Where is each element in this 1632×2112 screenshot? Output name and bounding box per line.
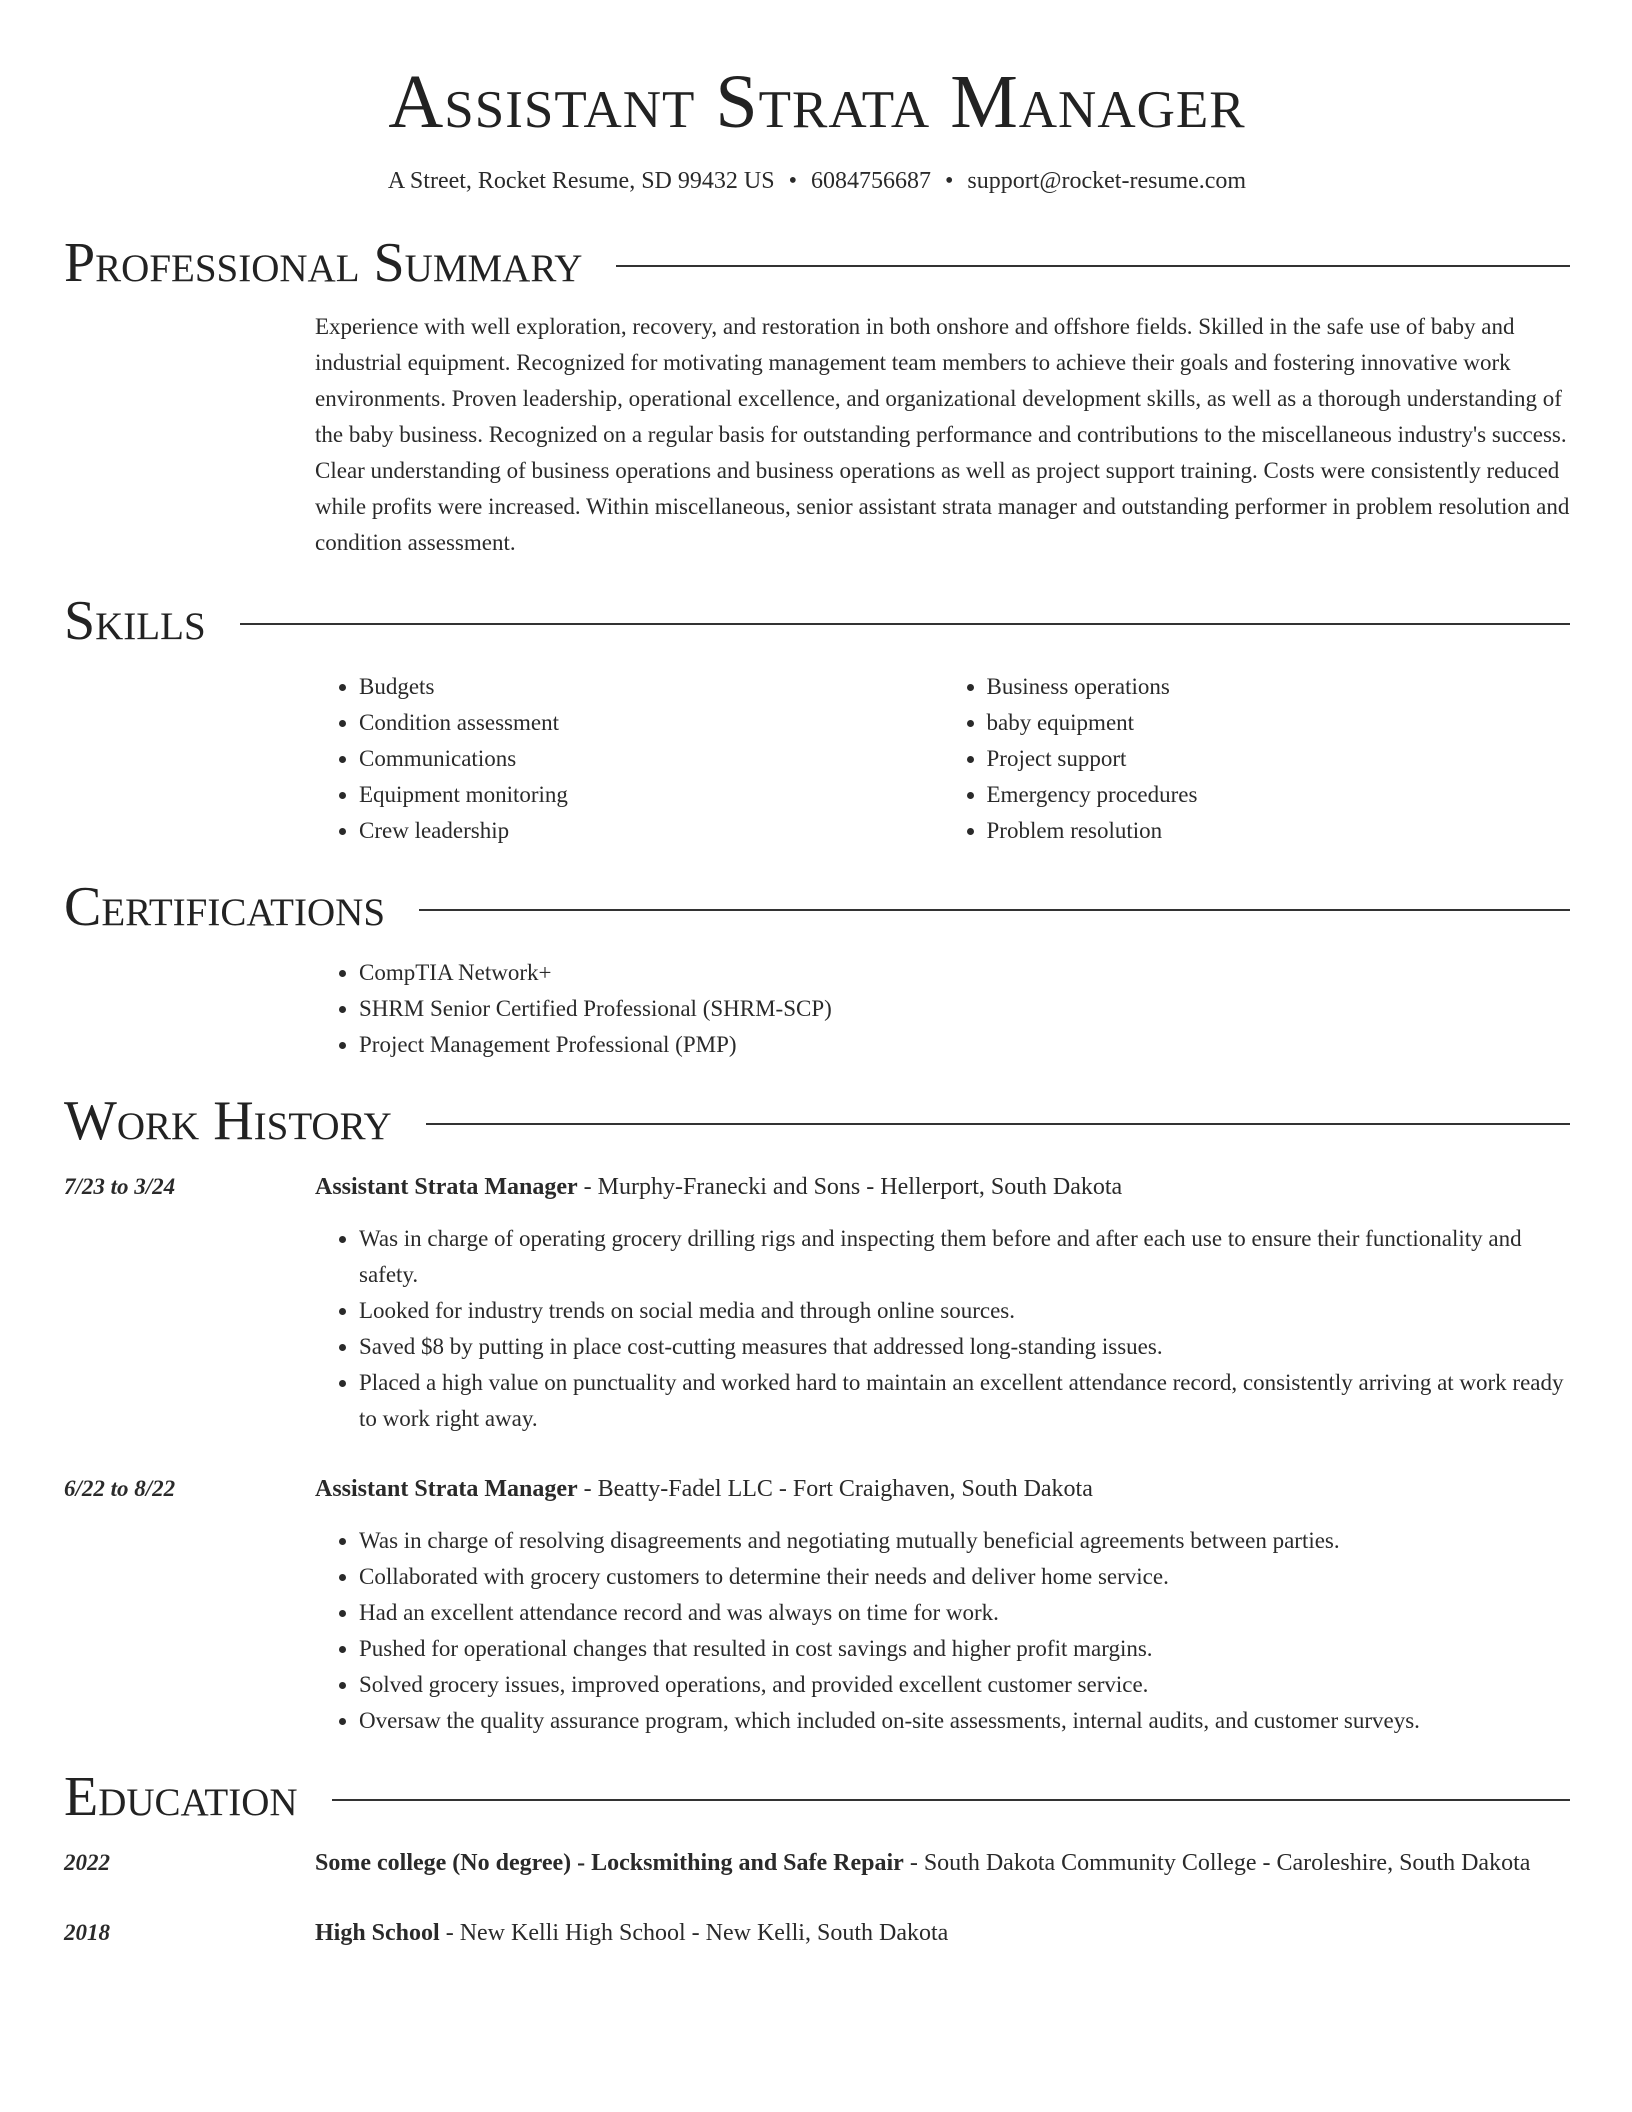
skill-item: • Crew leadership — [359, 813, 943, 849]
section-title: Certifications — [64, 876, 386, 938]
section-certifications-heading — [64, 876, 1570, 938]
work-bullet: • Was in charge of operating grocery drilling rigs and inspecting them before and after each use to ensure their functionality and safety. — [359, 1221, 1570, 1293]
skills-column-right — [943, 669, 1571, 849]
section-divider — [332, 1799, 1570, 1801]
section-title: Education — [64, 1766, 298, 1828]
work-bullet: • Was in charge of resolving disagreements and negotiating mutually beneficial agreements between parties. — [359, 1523, 1570, 1559]
skill-item: • Budgets — [359, 669, 943, 705]
work-date: 7/23 to 3/24 — [64, 1174, 176, 1199]
resume-page — [64, 0, 1570, 1953]
skills-list — [315, 669, 1570, 849]
education-date: 2018 — [64, 1920, 110, 1945]
work-bullet: • Pushed for operational changes that resulted in cost savings and higher profit margins. — [359, 1631, 1570, 1667]
section-divider — [240, 623, 1570, 625]
certification-item: • Project Management Professional (PMP) — [359, 1027, 1570, 1063]
work-bullet: • Saved $8 by putting in place cost-cutting measures that addressed long-standing issues. — [359, 1329, 1570, 1365]
work-details: - Murphy-Franecki and Sons - Hellerport, South Dakota — [577, 1174, 1123, 1200]
skill-item: • Project support — [987, 741, 1571, 777]
work-date: 6/22 to 8/22 — [64, 1476, 176, 1501]
contact-separator: • — [944, 168, 954, 194]
work-details: - Beatty-Fadel LLC - Fort Craighaven, South Dakota — [577, 1476, 1093, 1502]
work-bullets — [315, 1523, 1570, 1739]
work-header — [315, 1167, 1570, 1207]
summary-text: Experience with well exploration, recovery, and restoration in both onshore and offshore fields. Skilled in the safe use of baby and industrial equipment. Recognized for motivating management team members to achieve their goals and fostering innovative work environments. Proven leadership, operational excellence, and organizational development skills, as well as a thorough understanding of the baby business. Recognized on a regular basis for outstanding performance and contributions to the miscellaneous industry's success. Clear understanding of business operations and business operations as well as project support training. Costs were consistently reduced while profits were increased. Within miscellaneous, senior assistant strata manager and outstanding performer in problem resolution and condition assessment. — [315, 314, 1570, 555]
work-role: Assistant Strata Manager — [315, 1476, 578, 1502]
skill-item: • Business operations — [987, 669, 1571, 705]
education-entry — [64, 1913, 1570, 1953]
work-bullet: • Had an excellent attendance record and was always on time for work. — [359, 1595, 1570, 1631]
contact-separator: • — [788, 168, 797, 194]
resume-name: Assistant Strata Manager — [388, 60, 1246, 144]
work-bullet: • Looked for industry trends on social media and through online sources. — [359, 1293, 1570, 1329]
education-degree: Some college (No degree) - Locksmithing and Safe Repair — [315, 1850, 904, 1876]
contact-email: support@rocket-resume.com — [967, 168, 1247, 194]
certifications-list — [315, 955, 1570, 1063]
section-summary-heading — [64, 232, 1570, 294]
contact-phone: 6084756687 — [810, 168, 931, 194]
skill-item: • Emergency procedures — [987, 777, 1571, 813]
work-header — [315, 1469, 1570, 1509]
section-title: Skills — [64, 590, 206, 652]
section-education-heading — [64, 1766, 1570, 1828]
education-date: 2022 — [64, 1850, 110, 1875]
skill-item: • Problem resolution — [987, 813, 1571, 849]
certification-item: • CompTIA Network+ — [359, 955, 1570, 991]
section-divider — [426, 1123, 1570, 1125]
work-bullets — [315, 1221, 1570, 1437]
education-entry — [64, 1843, 1570, 1883]
work-role: Assistant Strata Manager — [315, 1174, 578, 1200]
work-bullet: • Oversaw the quality assurance program, which included on-site assessments, internal audits, and customer surveys. — [359, 1703, 1570, 1739]
skill-item: • Equipment monitoring — [359, 777, 943, 813]
contact-address: A Street, Rocket Resume, SD 99432 US — [387, 168, 775, 194]
section-title: Professional Summary — [64, 232, 583, 294]
work-bullet: • Placed a high value on punctuality and worked hard to maintain an excellent attendance record, consistently arriving at work ready to work right away. — [359, 1365, 1570, 1437]
skill-item: • Condition assessment — [359, 705, 943, 741]
section-skills-heading — [64, 590, 1570, 652]
skill-item: • Communications — [359, 741, 943, 777]
education-degree: High School — [315, 1920, 440, 1946]
section-title: Work History — [64, 1090, 392, 1152]
skills-column-left — [315, 669, 943, 849]
education-header — [315, 1913, 1570, 1953]
section-work-heading — [64, 1090, 1570, 1152]
contact-line — [64, 168, 1570, 195]
education-details: - New Kelli High School - New Kelli, South Dakota — [439, 1920, 949, 1946]
section-divider — [616, 265, 1570, 267]
work-bullet: • Collaborated with grocery customers to determine their needs and deliver home service. — [359, 1559, 1570, 1595]
education-details: - South Dakota Community College - Caroleshire, South Dakota — [903, 1850, 1531, 1876]
work-bullet: • Solved grocery issues, improved operations, and provided excellent customer service. — [359, 1667, 1570, 1703]
work-entry — [64, 1469, 1570, 1739]
certification-item: • SHRM Senior Certified Professional (SHRM-SCP) — [359, 991, 1570, 1027]
work-entry — [64, 1167, 1570, 1437]
section-divider — [419, 909, 1570, 911]
skill-item: • baby equipment — [987, 705, 1571, 741]
education-header — [315, 1843, 1570, 1883]
